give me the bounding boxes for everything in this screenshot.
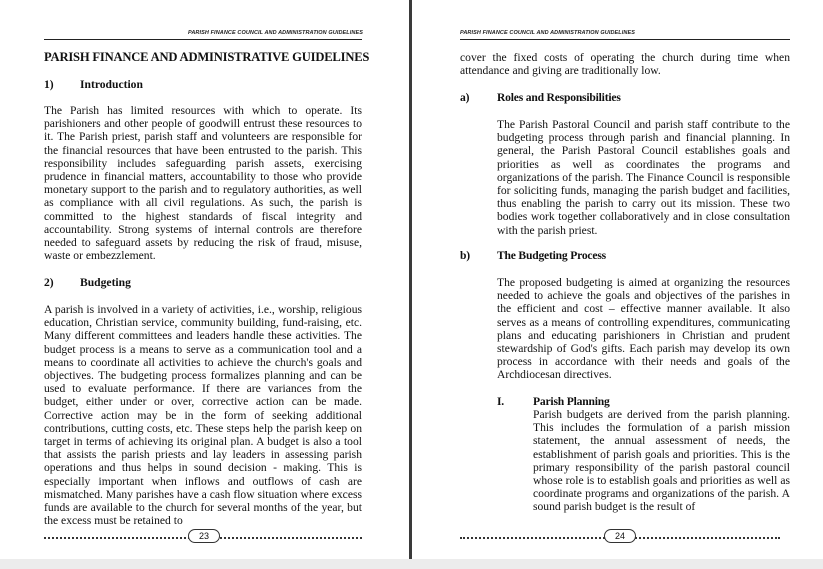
header-rule (44, 39, 362, 40)
budgeting-paragraph: A parish is involved in a variety of activities, i.e., worship, religious education, Christian service, community building, fund-raising, etc. Many different committees and leaders handle these activities. The budget process is a means to serve as a communication tool and a means to coordinate all activities to achieve the church's goals and objectives. The budgeting process formalizes planning and can be used to evaluate performance. If there are variances from the budget, either under or over, corrective action can be made. Corrective action may be in the form of seeking additional contributions, cutting costs, etc. These steps help the parish keep on target in terms of achieving its original plan. A budget is also a tool that assists the parish priests and lay leaders in assessing parish operations and thus helps in sound decision - making. This is especially important when inflows and outflows of cash are mismatched. Many parishes have a cash flow situation where excess funds are available to the church for several months of the year, but the excess must be retained to (44, 303, 362, 528)
section-number: 2) (44, 276, 54, 289)
page-number: 24 (604, 529, 636, 543)
header-rule (460, 39, 790, 40)
running-head: PARISH FINANCE COUNCIL AND ADMINISTRATION GUIDELINES (460, 30, 635, 36)
bottom-band (0, 559, 823, 569)
running-head: PARISH FINANCE COUNCIL AND ADMINISTRATION GUIDELINES (188, 30, 363, 36)
section-heading-introduction: Introduction (80, 78, 143, 91)
continuation-paragraph: cover the fixed costs of operating the church during time when attendance and giving are traditionally low. (460, 51, 790, 78)
section-number: 1) (44, 78, 54, 91)
left-page (0, 0, 409, 569)
item-heading-parish-planning: Parish Planning (533, 395, 610, 408)
budgeting-process-paragraph: The proposed budgeting is aimed at organizing the resources needed to achieve the goals and objectives of the parishes in the efficient and cost – effective manner available. It also serves as a means of controlling expenditures, communicating plans and educating parishioners in Christian and prudent stewardship of God's gifts. Each parish may develop its own process in accordance with their needs and goals of the Archdiocesan directives. (497, 276, 790, 382)
introduction-paragraph: The Parish has limited resources with which to operate. Its parishioners and other people of goodwill entrust these resources to it. The Parish priest, parish staff and volunteers are responsible for the financial resources that have been entrusted to the parish. This responsibility includes safeguarding parish assets, exercising prudence in financial matters, accountability to those who provide monetary support to the parish and to regulatory authorities, as well as compliance with all civil regulations. As such, the parish is committed to the highest standards of fiscal integrity and accountability. Strong systems of internal controls are therefore needed to safeguard assets by reducing the risk of fraud, misuse, waste or embezzlement. (44, 104, 362, 263)
subsection-number: a) (460, 91, 470, 104)
subsection-heading-roles: Roles and Responsibilities (497, 91, 621, 104)
item-number: I. (497, 395, 505, 408)
page-number: 23 (188, 529, 220, 543)
page-title: PARISH FINANCE AND ADMINISTRATIVE GUIDELINES (44, 50, 370, 64)
subsection-heading-budgeting-process: The Budgeting Process (497, 249, 606, 262)
right-page (412, 0, 823, 569)
subsection-number: b) (460, 249, 470, 262)
section-heading-budgeting: Budgeting (80, 276, 131, 289)
roles-paragraph: The Parish Pastoral Council and parish staff contribute to the budgeting process through parish and financial planning. In general, the Parish Pastoral Council establishes goals and priorities as well as coordinates the programs and organizations of the parish. The Finance Council is responsible for soliciting funds, managing the parish budget and facilities, thus enabling the parish to carry out its mission. These two bodies work together collaboratively and in close consultation with the parish priest. (497, 118, 790, 237)
parish-planning-paragraph: Parish budgets are derived from the parish planning. This includes the formulation of a parish mission statement, the annual assessment of needs, the establishment of parish goals and priorities. This is the primary responsibility of the parish pastoral council whose role is to establish goals and priorities as well as coordinate programs and organizations of the parish. A sound parish budget is the result of (533, 408, 790, 514)
